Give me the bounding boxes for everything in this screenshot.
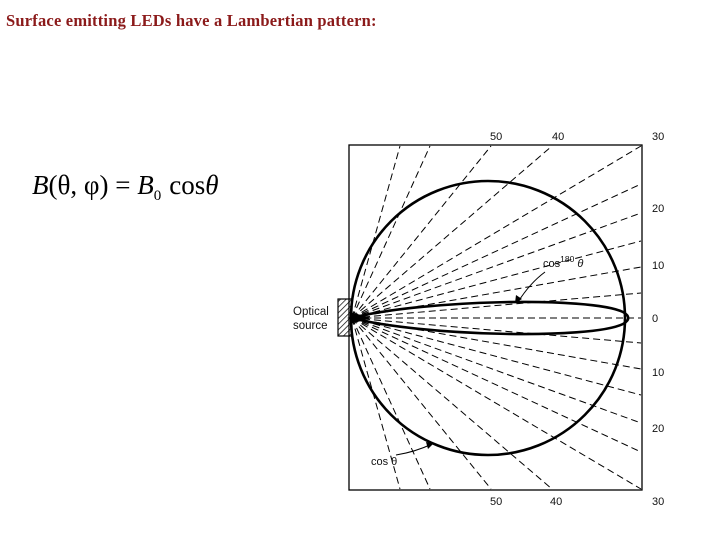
source-label-line1: Optical — [293, 306, 329, 318]
ray-top-50 — [352, 146, 491, 318]
narrow-label-base: cos — [543, 258, 561, 270]
ray-steep-4 — [352, 146, 400, 318]
ray-steep-3 — [352, 146, 430, 318]
narrow-label-var: θ — [577, 258, 584, 270]
formula-theta: θ — [205, 170, 219, 200]
formula-coef: B — [137, 170, 154, 200]
right-angle-label: 10 — [652, 367, 665, 379]
right-angle-label: 0 — [652, 313, 659, 325]
right-angle-label: 20 — [652, 203, 665, 215]
slide-title: Surface emitting LEDs have a Lambertian pattern: — [6, 11, 377, 30]
formula-lhs-symbol: B — [32, 170, 49, 200]
lambertian-label: cos θ — [371, 456, 398, 468]
bottom-angle-label: 50 — [490, 496, 503, 508]
top-angle-label: 50 — [490, 131, 503, 143]
right-angle-label: 10 — [652, 260, 665, 272]
formula-cos: cos — [169, 170, 206, 200]
formula-equals: = — [115, 170, 131, 200]
right-angle-label: 30 — [652, 496, 665, 508]
narrow-lobe-label — [543, 254, 583, 270]
source-label-line2: source — [293, 320, 328, 332]
formula-coef-subscript: 0 — [153, 188, 162, 204]
top-angle-label: 40 — [552, 131, 565, 143]
bottom-angle-label: 40 — [550, 496, 563, 508]
ray-bottom-25 — [352, 318, 641, 452]
formula-args: (θ, φ) — [48, 170, 109, 200]
optical-source-block — [338, 299, 352, 336]
ray-top-25 — [352, 184, 641, 318]
angle-rays — [352, 146, 641, 489]
right-angle-label: 20 — [652, 423, 665, 435]
narrow-label-exp: 180 — [560, 254, 575, 264]
right-angle-label: 30 — [652, 131, 665, 143]
